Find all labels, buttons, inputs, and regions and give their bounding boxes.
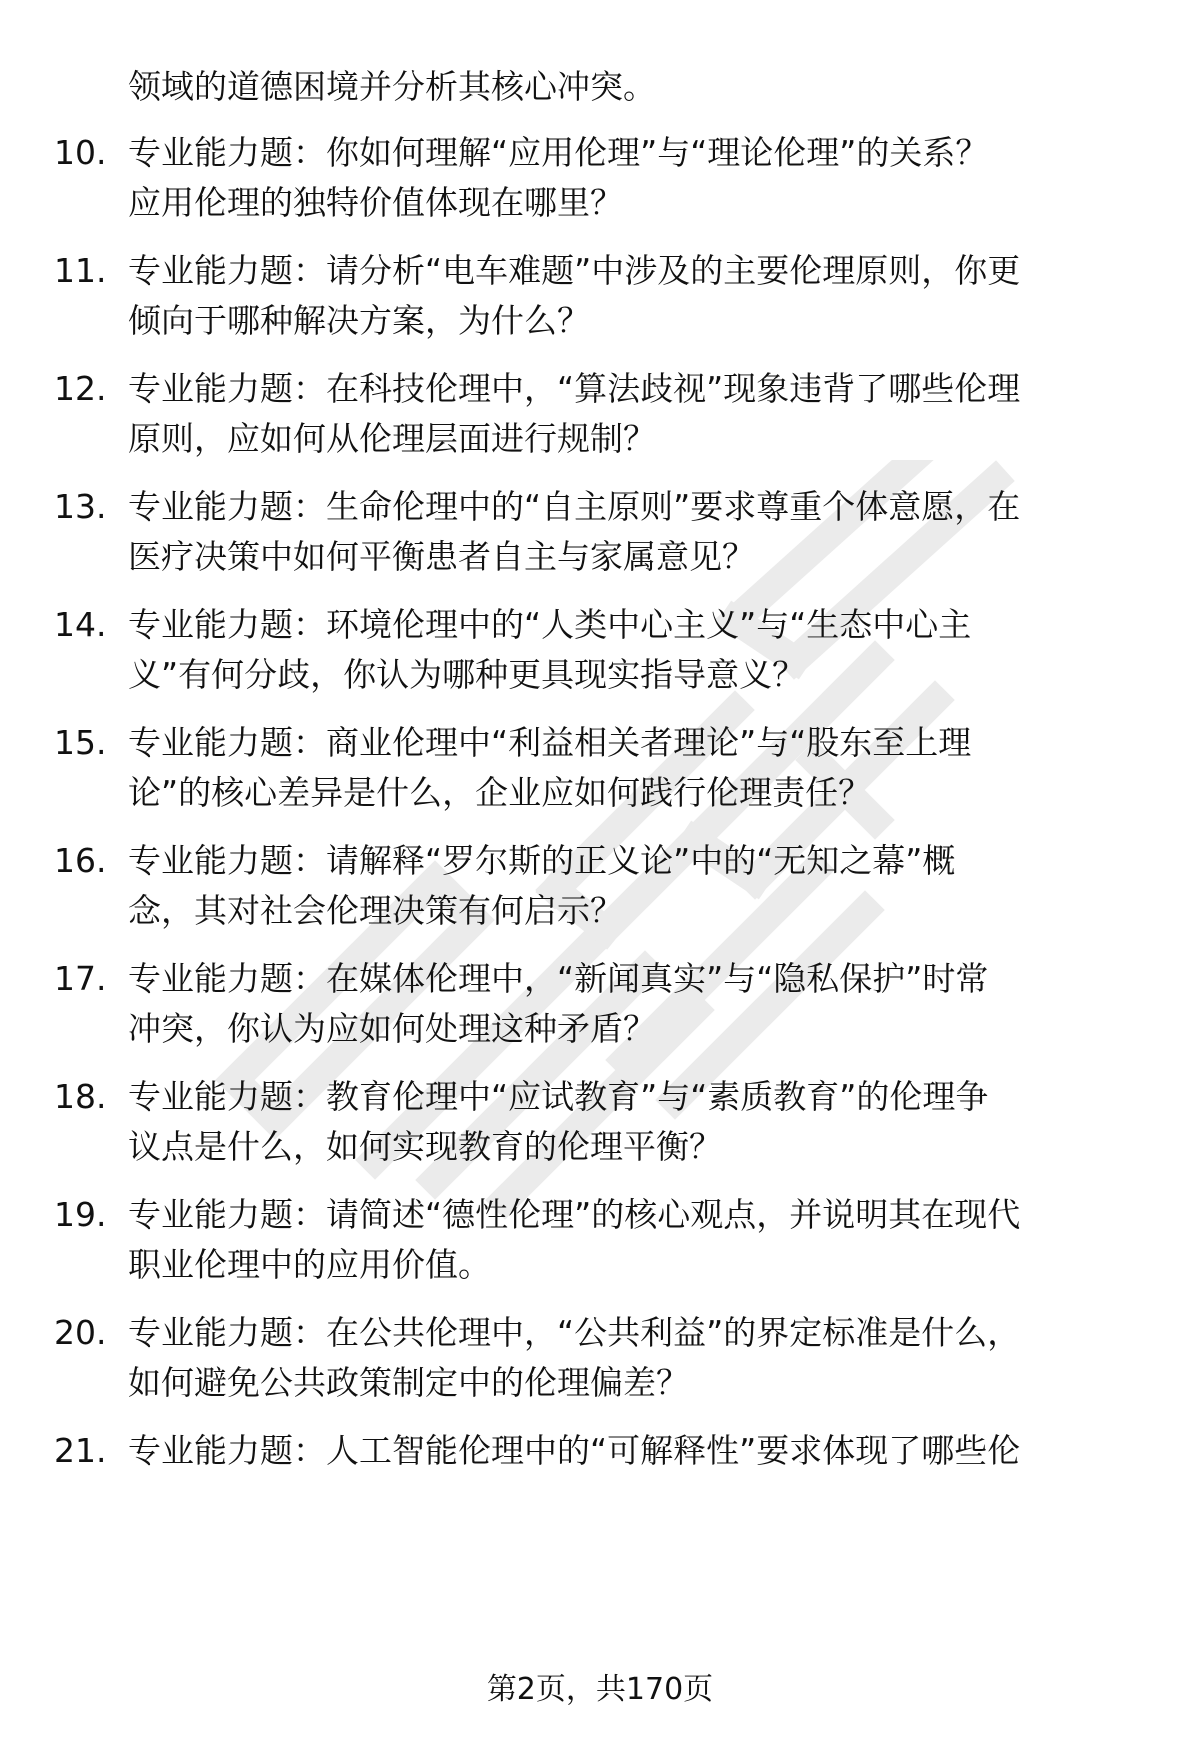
question-line: 专业能力题：请分析“电车难题”中涉及的主要伦理原则，你更 [128,251,1021,290]
question-number: 12. [54,369,107,408]
question-number: 18. [54,1077,107,1116]
question-text [128,954,1138,1054]
question-line: 专业能力题：在媒体伦理中，“新闻真实”与“隐私保护”时常 [128,959,989,998]
question-number: 20. [54,1313,107,1352]
question-line: 倾向于哪种解决方案，为什么？ [128,301,590,340]
question-line: 专业能力题：请解释“罗尔斯的正义论”中的“无知之幕”概 [128,841,956,880]
question-text [128,1426,1138,1476]
question-line: 专业能力题：在科技伦理中，“算法歧视”现象违背了哪些伦理 [128,369,1021,408]
question-number: 16. [54,841,107,880]
question-line: 专业能力题：生命伦理中的“自主原则”要求尊重个体意愿，在 [128,487,1021,526]
question-line: 职业伦理中的应用价值。 [128,1245,491,1284]
question-line: 专业能力题：请简述“德性伦理”的核心观点，并说明其在现代 [128,1195,1021,1234]
question-line: 如何避免公共政策制定中的伦理偏差？ [128,1363,689,1402]
question-text [128,1308,1138,1408]
question-number: 14. [54,605,107,644]
question-line: 议点是什么，如何实现教育的伦理平衡？ [128,1127,722,1166]
question-line: 专业能力题：在公共伦理中，“公共利益”的界定标准是什么， [128,1313,1021,1352]
question-line: 论”的核心差异是什么，企业应如何践行伦理责任？ [128,773,872,812]
question-number: 15. [54,723,107,762]
question-line: 应用伦理的独特价值体现在哪里？ [128,183,623,222]
question-line: 专业能力题：教育伦理中“应试教育”与“素质教育”的伦理争 [128,1077,989,1116]
question-line: 专业能力题：人工智能伦理中的“可解释性”要求体现了哪些伦 [128,1431,1021,1470]
question-text [128,600,1138,700]
question-line: 念，其对社会伦理决策有何启示？ [128,891,623,930]
question-text [128,1072,1138,1172]
question-text [128,836,1138,936]
question-number: 19. [54,1195,107,1234]
question-text [128,128,1138,228]
question-text [128,364,1138,464]
question-number: 10. [54,133,107,172]
question-line: 医疗决策中如何平衡患者自主与家属意见？ [128,537,755,576]
question-text [128,482,1138,582]
question-line: 专业能力题：环境伦理中的“人类中心主义”与“生态中心主 [128,605,972,644]
question-line: 原则，应如何从伦理层面进行规制？ [128,419,656,458]
question-line: 义”有何分歧，你认为哪种更具现实指导意义？ [128,655,806,694]
question-text [128,246,1138,346]
question-number: 13. [54,487,107,526]
question-line: 冲突，你认为应如何处理这种矛盾？ [128,1009,656,1048]
page-footer: 第2页，共170页 [486,1672,714,1707]
continuation-text: 领域的道德困境并分析其核心冲突。 [128,67,656,106]
question-text [128,718,1138,818]
question-text [128,1190,1138,1290]
question-line: 专业能力题：商业伦理中“利益相关者理论”与“股东至上理 [128,723,972,762]
question-number: 11. [54,251,107,290]
question-number: 17. [54,959,107,998]
question-line: 专业能力题：你如何理解“应用伦理”与“理论伦理”的关系？ [128,133,989,172]
question-number: 21. [54,1431,107,1470]
